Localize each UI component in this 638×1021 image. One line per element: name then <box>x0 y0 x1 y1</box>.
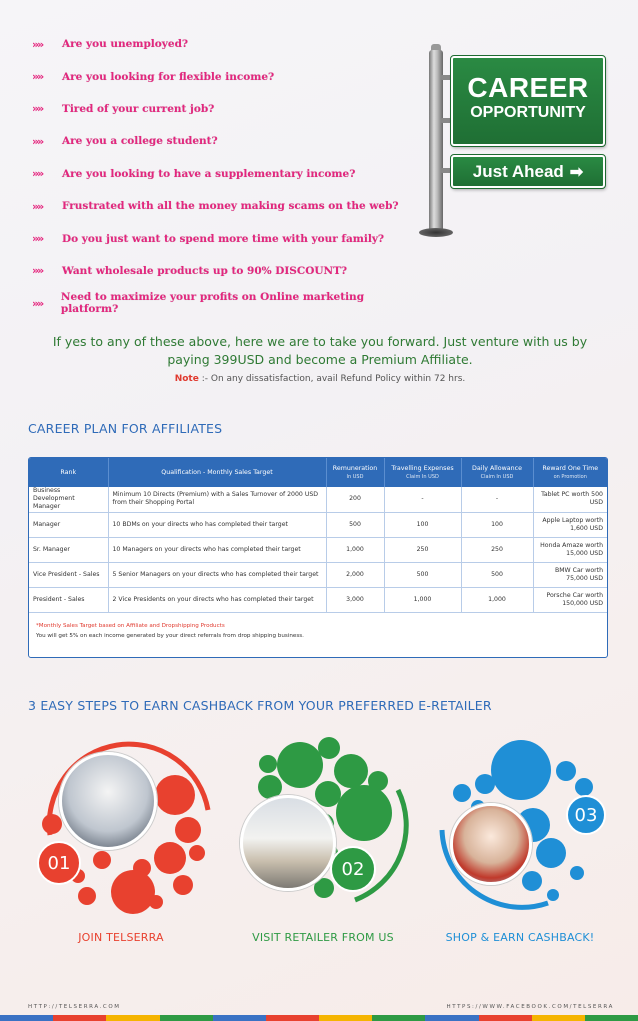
double-chevron-icon: »» <box>32 134 43 148</box>
header-travelling: Travelling Expenses Claim In USD <box>384 458 461 487</box>
question-item <box>32 287 412 319</box>
step1-label: JOIN TELSERRA <box>78 931 164 944</box>
cell-daily: 250 <box>461 537 533 562</box>
header-rank: Rank <box>29 458 108 487</box>
bar-segment <box>585 1015 638 1021</box>
arrow-right-icon: ➡ <box>569 163 584 181</box>
bar-segment <box>53 1015 106 1021</box>
bar-segment <box>425 1015 478 1021</box>
question-text: Are you a college student? <box>62 135 218 148</box>
double-chevron-icon: »» <box>32 167 43 181</box>
cell-daily: 1,000 <box>461 587 533 612</box>
bar-segment <box>532 1015 585 1021</box>
steps-title: 3 EASY STEPS TO EARN CASHBACK FROM YOUR PREFERRED E-RETAILER <box>28 698 492 713</box>
career-opportunity-sign <box>451 56 605 146</box>
cell-rank: Business Development Manager <box>29 487 108 512</box>
double-chevron-icon: »» <box>32 37 43 51</box>
sign-title: CAREER <box>467 72 589 103</box>
step2-number: 02 <box>330 846 376 892</box>
website-link[interactable]: HTTP://TELSERRA.COM <box>28 1004 121 1010</box>
cell-reward: BMW Car worth 75,000 USD <box>533 562 607 587</box>
table-row <box>29 537 607 562</box>
table-footnotes <box>29 613 607 649</box>
just-ahead-sign <box>451 155 605 188</box>
cell-rank: Vice President - Sales <box>29 562 108 587</box>
sign-ahead-text: Just Ahead <box>472 161 564 181</box>
cell-travelling: 1,000 <box>384 587 461 612</box>
question-text: Tired of your current job? <box>62 102 215 115</box>
refund-note <box>40 374 600 384</box>
cell-remuneration: 2,000 <box>326 562 384 587</box>
shopper-photo <box>450 803 532 885</box>
bar-segment <box>0 1015 53 1021</box>
step3-label: SHOP & EARN CASHBACK! <box>445 931 595 944</box>
sign-subtitle: OPPORTUNITY <box>470 104 586 121</box>
question-item <box>32 255 412 287</box>
double-chevron-icon: »» <box>32 296 43 310</box>
bar-segment <box>106 1015 159 1021</box>
bar-segment <box>319 1015 372 1021</box>
table-header-row <box>29 458 607 487</box>
cell-qualification: Minimum 10 Directs (Premium) with a Sales Turnover of 2000 USD from their Shopping Portal <box>108 487 326 512</box>
facebook-link[interactable]: HTTPS://WWW.FACEBOOK.COM/TELSERRA <box>446 1004 614 1010</box>
header-reward: Reward One Time on Promotion <box>533 458 607 487</box>
question-text: Are you looking to have a supplementary income? <box>62 167 356 180</box>
double-chevron-icon: »» <box>32 102 43 116</box>
header-remuneration: Remuneration In USD <box>326 458 384 487</box>
table-row <box>29 587 607 612</box>
question-item <box>32 28 412 60</box>
cell-reward: Porsche Car worth 150,000 USD <box>533 587 607 612</box>
note-text: :- On any dissatisfaction, avail Refund Policy within 72 hrs. <box>201 374 466 384</box>
double-chevron-icon: »» <box>32 232 43 246</box>
double-chevron-icon: »» <box>32 199 43 213</box>
question-text: Are you unemployed? <box>62 38 189 51</box>
bar-segment <box>372 1015 425 1021</box>
cell-daily: 100 <box>461 512 533 537</box>
cell-rank: President - Sales <box>29 587 108 612</box>
step3-number: 03 <box>566 795 606 835</box>
cell-remuneration: 500 <box>326 512 384 537</box>
cell-reward: Honda Amaze worth 15,000 USD <box>533 537 607 562</box>
cell-rank: Manager <box>29 512 108 537</box>
note-label: Note <box>174 374 199 384</box>
cell-travelling: 100 <box>384 512 461 537</box>
career-plan-table <box>28 457 608 658</box>
cell-qualification: 2 Vice Presidents on your directs who has completed their target <box>108 587 326 612</box>
double-chevron-icon: »» <box>32 70 43 84</box>
cell-reward: Tablet PC worth 500 USD <box>533 487 607 512</box>
career-plan-title: CAREER PLAN FOR AFFILIATES <box>28 421 223 436</box>
double-chevron-icon: »» <box>32 264 43 278</box>
table-row <box>29 562 607 587</box>
step2-label: VISIT RETAILER FROM US <box>252 931 394 944</box>
footnote-sales-target: *Monthly Sales Target based on Affiliate and Dropshipping Products <box>36 622 225 629</box>
cell-reward: Apple Laptop worth 1,600 USD <box>533 512 607 537</box>
mall-photo <box>240 795 336 891</box>
footnote-commission: You will get 5% on each income generated by your direct referrals from drop shipping business. <box>36 632 304 639</box>
question-item <box>32 125 412 157</box>
cell-remuneration: 1,000 <box>326 537 384 562</box>
cell-travelling: 500 <box>384 562 461 587</box>
header-daily: Daily Allowance Claim In USD <box>461 458 533 487</box>
question-text: Are you looking for flexible income? <box>62 70 275 83</box>
question-text: Want wholesale products up to 90% DISCOUNT? <box>62 264 348 277</box>
cell-rank: Sr. Manager <box>29 537 108 562</box>
question-item <box>32 158 412 190</box>
color-bar <box>0 1015 638 1021</box>
cell-daily: - <box>461 487 533 512</box>
header-qualification: Qualification - Monthly Sales Target <box>108 458 326 487</box>
cell-qualification: 5 Senior Managers on your directs who has completed their target <box>108 562 326 587</box>
cell-daily: 500 <box>461 562 533 587</box>
signpost-base <box>419 228 453 237</box>
cell-travelling: 250 <box>384 537 461 562</box>
question-item <box>32 190 412 222</box>
question-text: Do you just want to spend more time with your family? <box>62 232 385 245</box>
question-text: Need to maximize your profits on Online marketing platform? <box>60 291 365 316</box>
bar-segment <box>213 1015 266 1021</box>
table-row <box>29 487 607 512</box>
table-row <box>29 512 607 537</box>
step1-number: 01 <box>37 841 81 885</box>
question-item <box>32 93 412 125</box>
bar-segment <box>160 1015 213 1021</box>
question-text: Frustrated with all the money making scams on the web? <box>62 200 399 213</box>
question-item <box>32 60 412 92</box>
cell-travelling: - <box>384 487 461 512</box>
bar-segment <box>266 1015 319 1021</box>
cell-remuneration: 3,000 <box>326 587 384 612</box>
handshake-photo <box>59 752 157 850</box>
question-list <box>32 28 412 320</box>
intro-text: If yes to any of these above, here we are to take you forward. Just venture with us by paying 399USD and become a Premium Affiliate. <box>52 334 588 367</box>
bar-segment <box>479 1015 532 1021</box>
cell-qualification: 10 BDMs on your directs who has completed their target <box>108 512 326 537</box>
question-item <box>32 222 412 254</box>
cell-remuneration: 200 <box>326 487 384 512</box>
cell-qualification: 10 Managers on your directs who has completed their target <box>108 537 326 562</box>
